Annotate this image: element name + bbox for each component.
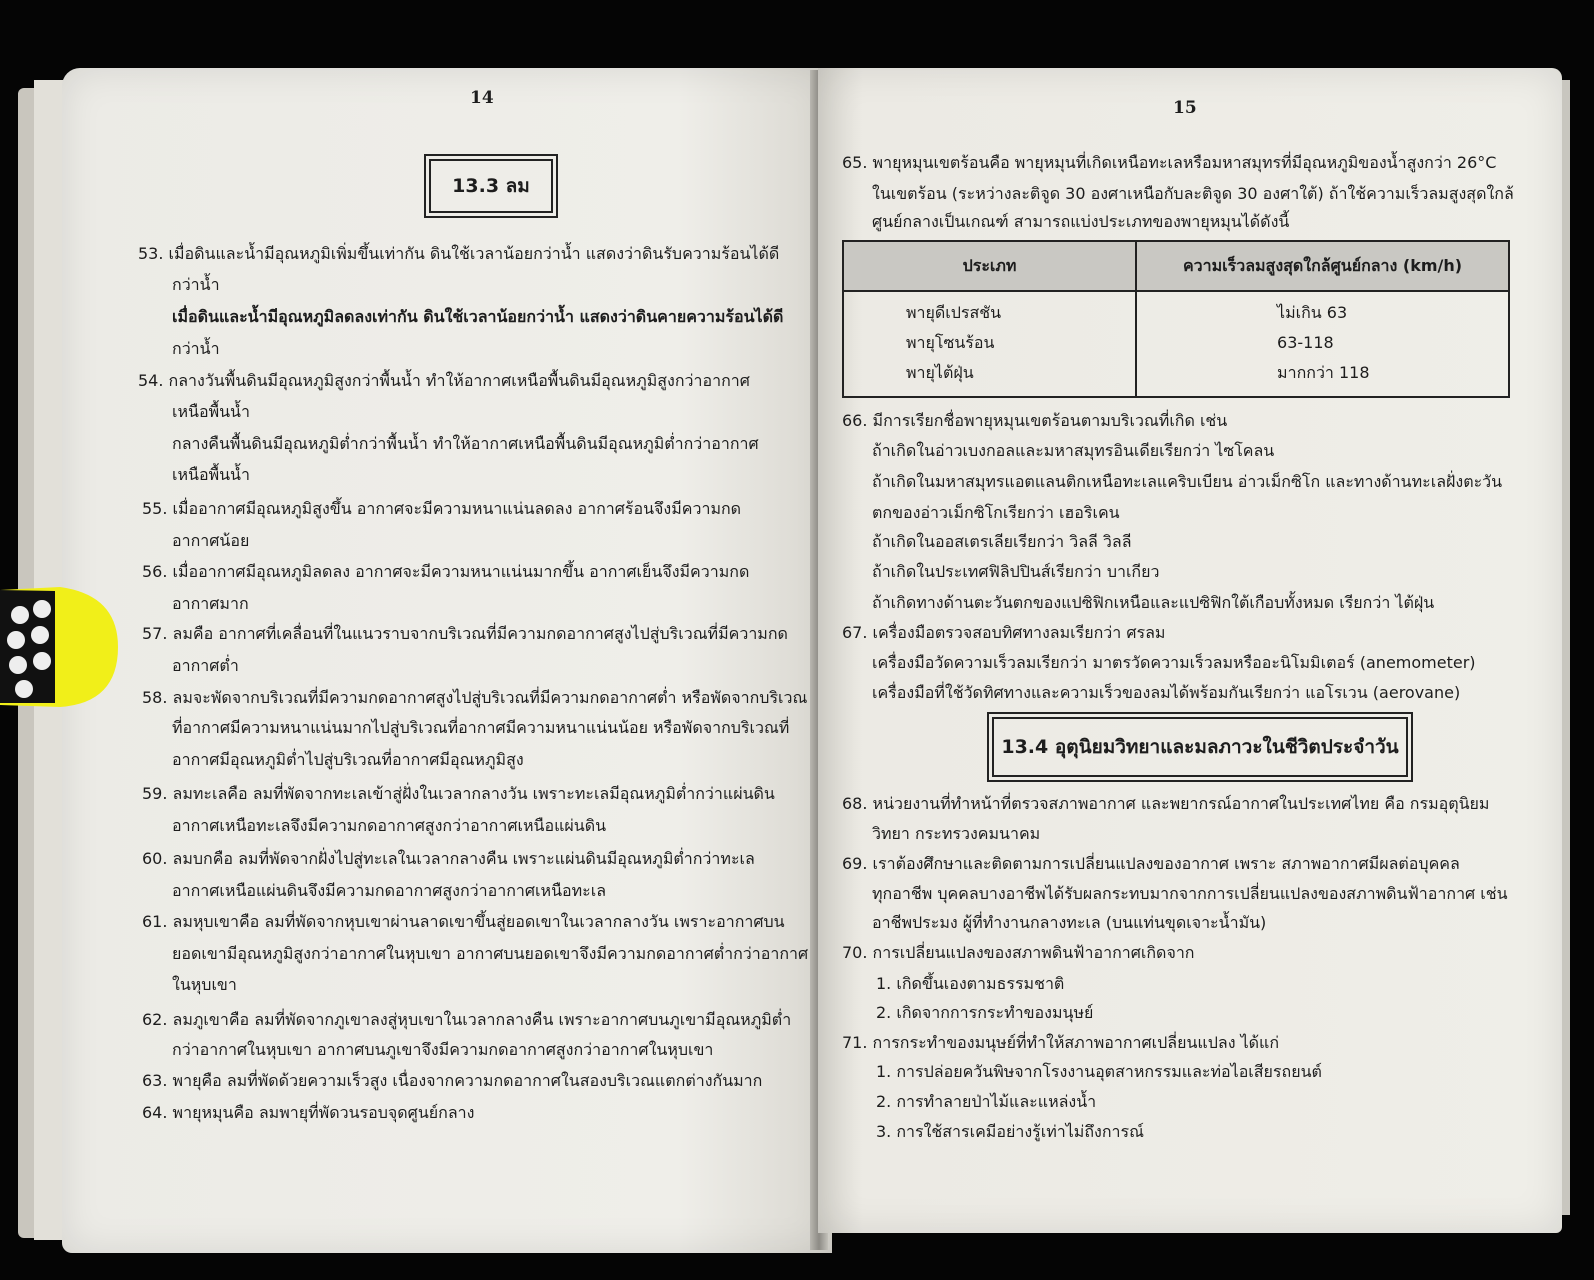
text-line: ในหุบเขา — [172, 975, 237, 994]
table-header-row — [843, 241, 1509, 291]
text-line: 63. พายุคือ ลมที่พัดด้วยความเร็วสูง เนื่องจากความกดอากาศในสองบริเวณแตกต่างกันมาก — [142, 1071, 763, 1090]
text-line: ตกของอ่าวเม็กซิโกเรียกว่า เฮอริเคน — [872, 503, 1120, 522]
table-cell-speeds — [1136, 291, 1509, 397]
text-line: เครื่องมือวัดความเร็วลมเรียกว่า มาตรวัดความเร็วลมหรืออะนิโมมิเตอร์ (anemometer) — [872, 653, 1476, 672]
text-line: เหนือพื้นน้ำ — [172, 402, 250, 421]
text-line: 56. เมื่ออากาศมีอุณหภูมิลดลง อากาศจะมีความหนาแน่นมากขึ้น อากาศเย็นจึงมีความกด — [142, 562, 750, 581]
text-line: 58. ลมจะพัดจากบริเวณที่มีความกดอากาศสูงไปสู่บริเวณที่มีความกดอากาศต่ำ หรือพัดจากบริเวณ — [142, 688, 808, 707]
text-line: 70. การเปลี่ยนแปลงของสภาพดินฟ้าอากาศเกิดจาก — [842, 943, 1195, 962]
text-line: อาชีพประมง ผู้ที่ทำงานกลางทะเล (บนแท่นขุดเจาะน้ำมัน) — [872, 913, 1267, 932]
text-line: เครื่องมือที่ใช้วัดทิศทางและความเร็วของลมได้พร้อมกันเรียกว่า แอโรเวน (aerovane) — [872, 683, 1461, 702]
text-line: กลางคืนพื้นดินมีอุณหภูมิต่ำกว่าพื้นน้ำ ทำให้อากาศเหนือพื้นดินมีอุณหภูมิต่ำกว่าอากาศ — [172, 434, 759, 453]
cyclone-table — [842, 240, 1510, 398]
text-line: อากาศมาก — [172, 594, 249, 613]
text-line: 64. พายุหมุนคือ ลมพายุที่พัดวนรอบจุดศูนย์กลาง — [142, 1103, 475, 1122]
text-line: 60. ลมบกคือ ลมที่พัดจากฝั่งไปสู่ทะเลในเวลากลางคืน เพราะแผ่นดินมีอุณหภูมิต่ำกว่าทะเล — [142, 849, 755, 868]
list-item: 3. การใช้สารเคมีอย่างรู้เท่าไม่ถึงการณ์ — [876, 1122, 1144, 1141]
text-line: อากาศเหนือทะเลจึงมีความกดอากาศสูงกว่าอากาศเหนือแผ่นดิน — [172, 816, 607, 835]
text-line: 59. ลมทะเลคือ ลมที่พัดจากทะเลเข้าสู่ฝั่งในเวลากลางวัน เพราะทะเลมีอุณหภูมิต่ำกว่าแผ่นดิน — [142, 784, 775, 803]
text-line: ถ้าเกิดทางด้านตะวันตกของแปซิฟิกเหนือและแปซิฟิกใต้เกือบทั้งหมด เรียกว่า ไต้ฝุ่น — [872, 593, 1435, 612]
left-page-content — [62, 0, 810, 1280]
text-line: เมื่อดินและน้ำมีอุณหภูมิลดลงเท่ากัน ดินใช้เวลาน้อยกว่าน้ำ แสดงว่าดินคายความร้อนได้ดี — [172, 307, 784, 326]
list-item: 2. การทำลายป่าไม้และแหล่งน้ำ — [876, 1092, 1097, 1111]
section-title: 13.3 ลม — [429, 159, 553, 213]
page-number-right: 15 — [1173, 98, 1197, 118]
storm-speed: มากกว่า 118 — [1277, 363, 1370, 382]
storm-type: พายุโซนร้อน — [906, 333, 995, 352]
text-line: 69. เราต้องศึกษาและติดตามการเปลี่ยนแปลงของอากาศ เพราะ สภาพอากาศมีผลต่อบุคคล — [842, 854, 1460, 873]
text-line: เหนือพื้นน้ำ — [172, 465, 250, 484]
storm-type: พายุไต้ฝุ่น — [906, 363, 974, 382]
text-line: 71. การกระทำของมนุษย์ที่ทำให้สภาพอากาศเปลี่ยนแปลง ได้แก่ — [842, 1033, 1280, 1052]
text-line: ถ้าเกิดในมหาสมุทรแอตแลนติกเหนือทะเลแคริบเบียน อ่าวเม็กซิโก และทางด้านทะเลฝั่งตะวัน — [872, 472, 1503, 491]
text-line: ถ้าเกิดในประเทศฟิลิปปินส์เรียกว่า บาเกียว — [872, 562, 1160, 581]
text-line: 54. กลางวันพื้นดินมีอุณหภูมิสูงกว่าพื้นน้ำ ทำให้อากาศเหนือพื้นดินมีอุณหภูมิสูงกว่าอากาศ — [138, 371, 750, 390]
text-line: 53. เมื่อดินและน้ำมีอุณหภูมิเพิ่มขึ้นเท่ากัน ดินใช้เวลาน้อยกว่าน้ำ แสดงว่าดินรับความร้อนได้ดี — [138, 244, 780, 263]
text-line: ทุกอาชีพ บุคคลบางอาชีพได้รับผลกระทบมากจากการเปลี่ยนแปลงของสภาพดินฟ้าอากาศ เช่น — [872, 884, 1508, 903]
text-line: 55. เมื่ออากาศมีอุณหภูมิสูงขึ้น อากาศจะมีความหนาแน่นลดลง อากาศร้อนจึงมีความกด — [142, 499, 742, 518]
text-line: ในเขตร้อน (ระหว่างละติจูด 30 องศาเหนือกับละติจูด 30 องศาใต้) ถ้าใช้ความเร็วลมสูงสุดใกล้ — [872, 184, 1514, 203]
table-row — [843, 291, 1509, 397]
text-line: ที่อากาศมีความหนาแน่นมากไปสู่บริเวณที่อากาศมีความหนาแน่นน้อย หรือพัดจากบริเวณที่ — [172, 718, 790, 737]
storm-speed: 63-118 — [1277, 333, 1334, 352]
section-title: 13.4 อุตุนิยมวิทยาและมลภาวะในชีวิตประจำวัน — [992, 717, 1408, 777]
storm-speed: ไม่เกิน 63 — [1277, 303, 1348, 322]
text-line: วิทยา กระทรวงคมนาคม — [872, 824, 1041, 843]
text-line: ถ้าเกิดในออสเตรเลียเรียกว่า วิลลี วิลลี — [872, 532, 1132, 551]
text-line: 66. มีการเรียกชื่อพายุหมุนเขตร้อนตามบริเวณที่เกิด เช่น — [842, 411, 1228, 430]
section-title-box-13-3 — [424, 154, 558, 218]
text-line: กว่าน้ำ — [172, 275, 220, 294]
text-line: ถ้าเกิดในอ่าวเบงกอลและมหาสมุทรอินเดียเรียกว่า ไซโคลน — [872, 441, 1275, 460]
yellow-clip — [0, 585, 120, 710]
text-line: 61. ลมหุบเขาคือ ลมที่พัดจากหุบเขาผ่านลาดเขาขึ้นสู่ยอดเขาในเวลากลางวัน เพราะอากาศบน — [142, 912, 785, 931]
list-item: 1. เกิดขึ้นเองตามธรรมชาติ — [876, 974, 1065, 993]
storm-type: พายุดีเปรสชัน — [906, 303, 1002, 322]
list-item: 2. เกิดจากการกระทำของมนุษย์ — [876, 1003, 1094, 1022]
text-line: 62. ลมภูเขาคือ ลมที่พัดจากภูเขาลงสู่หุบเขาในเวลากลางคืน เพราะอากาศบนภูเขามีอุณหภูมิต่ำ — [142, 1010, 792, 1029]
text-line: 57. ลมคือ อากาศที่เคลื่อนที่ในแนวราบจากบริเวณที่มีความกดอากาศสูงไปสู่บริเวณที่มีความกด — [142, 624, 788, 643]
text-line: ยอดเขามีอุณหภูมิสูงกว่าอากาศในหุบเขา อากาศบนยอดเขาจึงมีความกดอากาศต่ำกว่าอากาศ — [172, 944, 809, 963]
page-number-left: 14 — [470, 88, 494, 108]
text-line: 65. พายุหมุนเขตร้อนคือ พายุหมุนที่เกิดเหนือทะเลหรือมหาสมุทรที่มีอุณหภูมิของน้ำสูงกว่า 26°C — [842, 153, 1497, 172]
text-line: 68. หน่วยงานที่ทำหน้าที่ตรวจสภาพอากาศ และพยากรณ์อากาศในประเทศไทย คือ กรมอุตุนิยม — [842, 794, 1490, 813]
text-line: อากาศเหนือแผ่นดินจึงมีความกดอากาศสูงกว่าอากาศเหนือทะเล — [172, 881, 607, 900]
text-line: กว่าอากาศในหุบเขา อากาศบนภูเขาจึงมีความกดอากาศสูงกว่าอากาศในหุบเขา — [172, 1040, 714, 1059]
text-line: อากาศมีอุณหภูมิต่ำไปสู่บริเวณที่อากาศมีอุณหภูมิสูง — [172, 750, 524, 769]
text-line: อากาศต่ำ — [172, 656, 239, 675]
table-header-type: ประเภท — [843, 241, 1136, 291]
text-line: อากาศน้อย — [172, 531, 250, 550]
table-cell-types — [843, 291, 1136, 397]
list-item: 1. การปล่อยควันพิษจากโรงงานอุตสาหกรรมและท่อไอเสียรถยนต์ — [876, 1062, 1322, 1081]
text-line: 67. เครื่องมือตรวจสอบทิศทางลมเรียกว่า ศรลม — [842, 623, 1166, 642]
text-line: ศูนย์กลางเป็นเกณฑ์ สามารถแบ่งประเภทของพายุหมุนได้ดังนี้ — [872, 212, 1290, 231]
section-title-box-13-4 — [987, 712, 1413, 782]
text-line: กว่าน้ำ — [172, 339, 220, 358]
table-header-speed: ความเร็วลมสูงสุดใกล้ศูนย์กลาง (km/h) — [1136, 241, 1509, 291]
